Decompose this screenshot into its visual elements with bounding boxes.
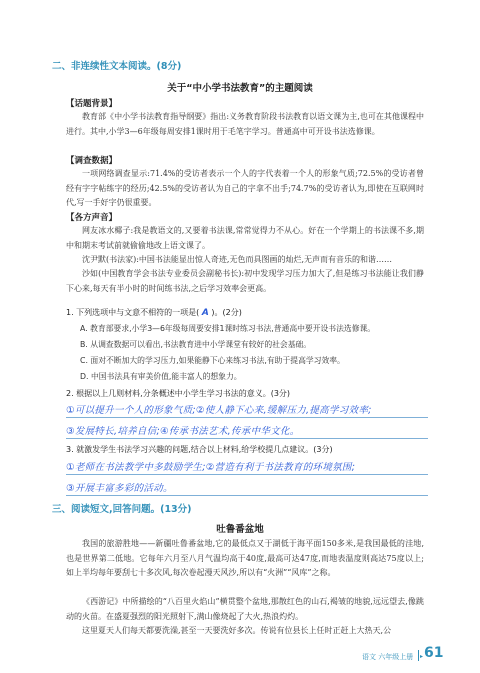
voice-expert-paragraph: 沙如(中国教育学会书法专业委员会副秘书长):初中发现学习压力加大了,但是练习书法能让我们静下心来,每天有半小时的时间练书法,之后学习效率会更高。	[66, 269, 424, 293]
answer-rule	[66, 495, 428, 496]
question-1-option-d: D. 中国书法具有审美价值,能丰富人的想象力。	[80, 372, 242, 381]
turpan-paragraph-1: 我国的旅游胜地——新疆吐鲁番盆地,它的最低点又于湖低于海平面150多米,是我国最低的洼地,也是世界第二低地。它每年六月至八月气温均高于40度,最高可达47度,而地表温度则高达75度以上;如上半均每年要刮七十多次风,每次卷起漫天风沙,所以有“火洲”“风库”之称。	[66, 539, 424, 577]
article-title-turpan: 吐鲁番盆地	[216, 524, 264, 535]
question-1-option-b: B. 从调查数据可以看出,书法教育进中小学课堂有较好的社会基础。	[80, 340, 312, 349]
question-3-answer-line-1: ①老师在书法教学中多鼓励学生;②营造有利于书法教育的环境氛围;	[66, 462, 356, 473]
section-heading-nonliterary: 二、非连续性文本阅读。(8分)	[52, 61, 182, 72]
question-1-stem: 1. 下列选项中与文意不相符的一项是(	[66, 308, 200, 317]
page-number: 61	[424, 645, 444, 661]
question-1-stem-end: )。(2分)	[211, 308, 242, 317]
background-paragraph: 教育部《中小学书法教育指导纲要》指出:义务教育阶段书法教育以语文课为主,也可在其他课程中进行。其中,小学3—6年级每周安排1课时用于毛笔字学习。普通高中可开设书法选修课。	[66, 112, 424, 136]
footer-bullet-icon: ▸	[420, 653, 424, 660]
article-title-calligraphy: 关于“中小学书法教育”的主题阅读	[167, 83, 313, 94]
turpan-paragraph-3: 这里夏天人们每天都要洗澡,甚至一天要洗好多次。传说有位县长上任时正赶上大热天,公	[82, 626, 392, 635]
footer-label: 语文 六年级上册	[362, 653, 414, 661]
tag-voices: 【各方声音】	[66, 213, 118, 223]
question-3-stem: 3. 就激发学生书法学习兴趣的问题,结合以上材料,给学校提几点建议。(3分)	[66, 445, 333, 454]
answer-rule	[66, 417, 428, 418]
question-2-answer-line-2: ③发展特长,培养自信;④传承书法艺术,传承中华文化。	[66, 426, 300, 437]
question-1-answer: A	[201, 308, 209, 318]
tag-survey: 【调查数据】	[66, 156, 118, 166]
question-2-stem: 2. 根据以上几则材料,分条概述中小学生学习书法的意义。(3分)	[66, 389, 291, 398]
question-1-option-c: C. 面对不断加大的学习压力,如果能静下心来练习书法,有助于提高学习效率。	[80, 356, 345, 365]
question-1-option-a: A. 教育部要求,小学3—6年级每周要安排1课时练习书法,普通高中要开设书法选修课。	[80, 324, 376, 333]
survey-paragraph: 一项网络调查显示:71.4%的受访者表示一个人的字代表着一个人的形象气质;72.5%的受访者曾经有字字帖练字的经历;42.5%的受访者认为自己的字拿不出手;74.7%的受访者认为,即使在互联网时代,写一手好字仍很重要。	[66, 169, 424, 207]
section-heading-reading: 三、阅读短文,回答问题。(13分)	[52, 504, 192, 515]
answer-rule	[66, 474, 428, 475]
tag-background: 【话题背景】	[66, 99, 118, 109]
turpan-paragraph-2: 《西游记》中所描绘的“八百里火焰山”横贯整个盆地,那散红色的山石,褐皱的地貌,远远望去,像跳动的火苗。在盛夏强烈的阳光照射下,满山像烧起了大火,热浪灼灼。	[66, 597, 424, 621]
voice-calligrapher-paragraph: 沈尹默(书法家):中国书法能显出惊人奇迹,无色而具图画的灿烂,无声而有音乐的和谐……	[82, 255, 393, 264]
answer-rule	[66, 438, 428, 439]
question-2-answer-line-1: ①可以提升一个人的形象气质;②使人静下心来,缓解压力,提高学习效率;	[66, 405, 372, 416]
footer-divider	[418, 650, 419, 661]
question-1	[66, 306, 426, 320]
question-3-answer-line-2: ③开展丰富多彩的活动。	[66, 483, 173, 494]
voice-netizen-paragraph: 网友冰水椰子:我是教语文的,又要着书法课,常常觉得力不从心。好在一个学期上的书法课不多,期中和期末考试前就偷偷地改上语文课了。	[66, 226, 424, 250]
